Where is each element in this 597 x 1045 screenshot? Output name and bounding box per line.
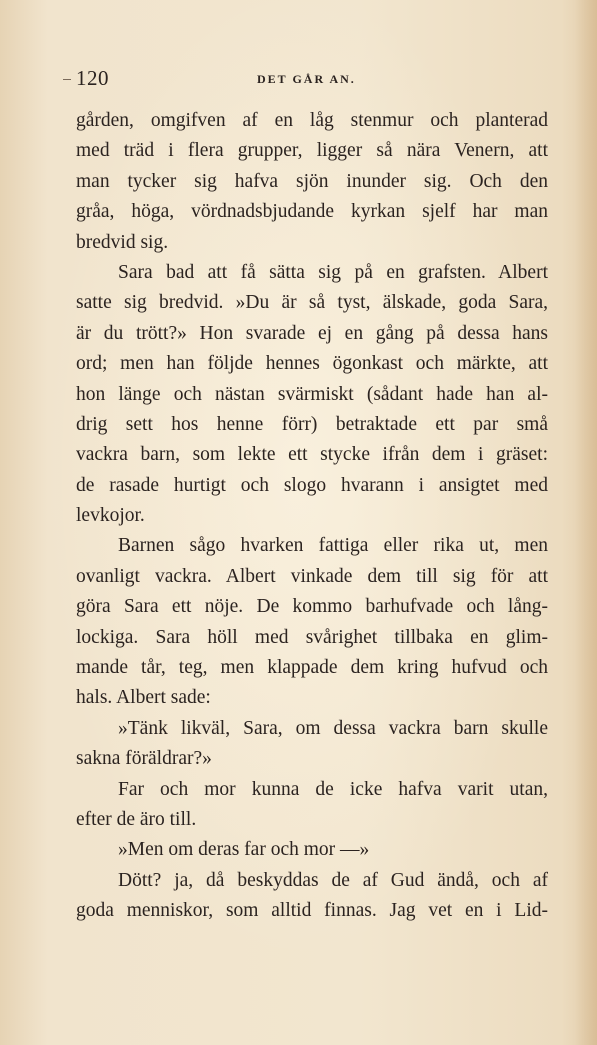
text-line: mande tår, teg, men klappade dem kring hufvud och [76,657,548,679]
text-line: Sara bad att få sätta sig på en grafsten. Albert [118,261,548,283]
text-line: Dött? ja, då beskyddas de af Gud ändå, och af [118,869,548,891]
page-number: 120 [76,66,109,90]
text-line: gården, omgifven af en låg stenmur och planterad [76,110,548,131]
text-line: levkojor. [76,505,145,527]
text-line: drig sett hos henne förr) betraktade ett par små [76,413,548,435]
text-line: »Men om deras far och mor —» [118,839,370,861]
text-line: de rasade hurtigt och slogo hvarann i ansigtet med [76,474,548,496]
page-edge-shadow [575,0,597,1045]
text-line: Barnen sågo hvarken fattiga eller rika ut, men [118,535,548,557]
text-line: hon länge och nästan svärmiskt (sådant hade han al- [76,383,548,405]
text-line: bredvid sig. [76,231,169,253]
text-line: Far och mor kunna de icke hafva varit utan, [118,778,548,800]
text-line: lockiga. Sara höll med svårighet tillbaka en glim- [76,626,548,648]
text-line: »Tänk likväl, Sara, om dessa vackra barn skulle [118,717,548,739]
running-head: DET GÅR AN. [257,72,356,86]
text-line: goda menniskor, som alltid finnas. Jag vet en i Lid- [76,900,548,922]
text-line: göra Sara ett nöje. De kommo barhufvade och lång- [76,596,548,618]
text-line: är du trött?» Hon svarade ej en gång på dessa hans [76,322,548,344]
text-line: gråa, höga, vördnadsbjudande kyrkan sjelf har man [76,201,548,223]
text-line: ovanligt vackra. Albert vinkade dem till sig för att [76,565,548,587]
text-line: med träd i flera grupper, ligger så nära Venern, att [76,140,548,162]
text-line: man tycker sig hafva sjön inunder sig. Och den [76,170,548,192]
text-line: efter de äro till. [76,808,197,830]
text-line: sakna föräldrar?» [76,748,212,770]
text-line: ord; men han följde hennes ögonkast och märkte, att [76,353,548,375]
page-header [76,66,548,92]
text-line: vackra barn, som lekte ett stycke ifrån dem i gräset: [76,444,548,466]
text-line: hals. Albert sade: [76,687,211,709]
body-text [76,106,548,927]
text-line: satte sig bredvid. »Du är så tyst, älskade, goda Sara, [76,292,548,314]
